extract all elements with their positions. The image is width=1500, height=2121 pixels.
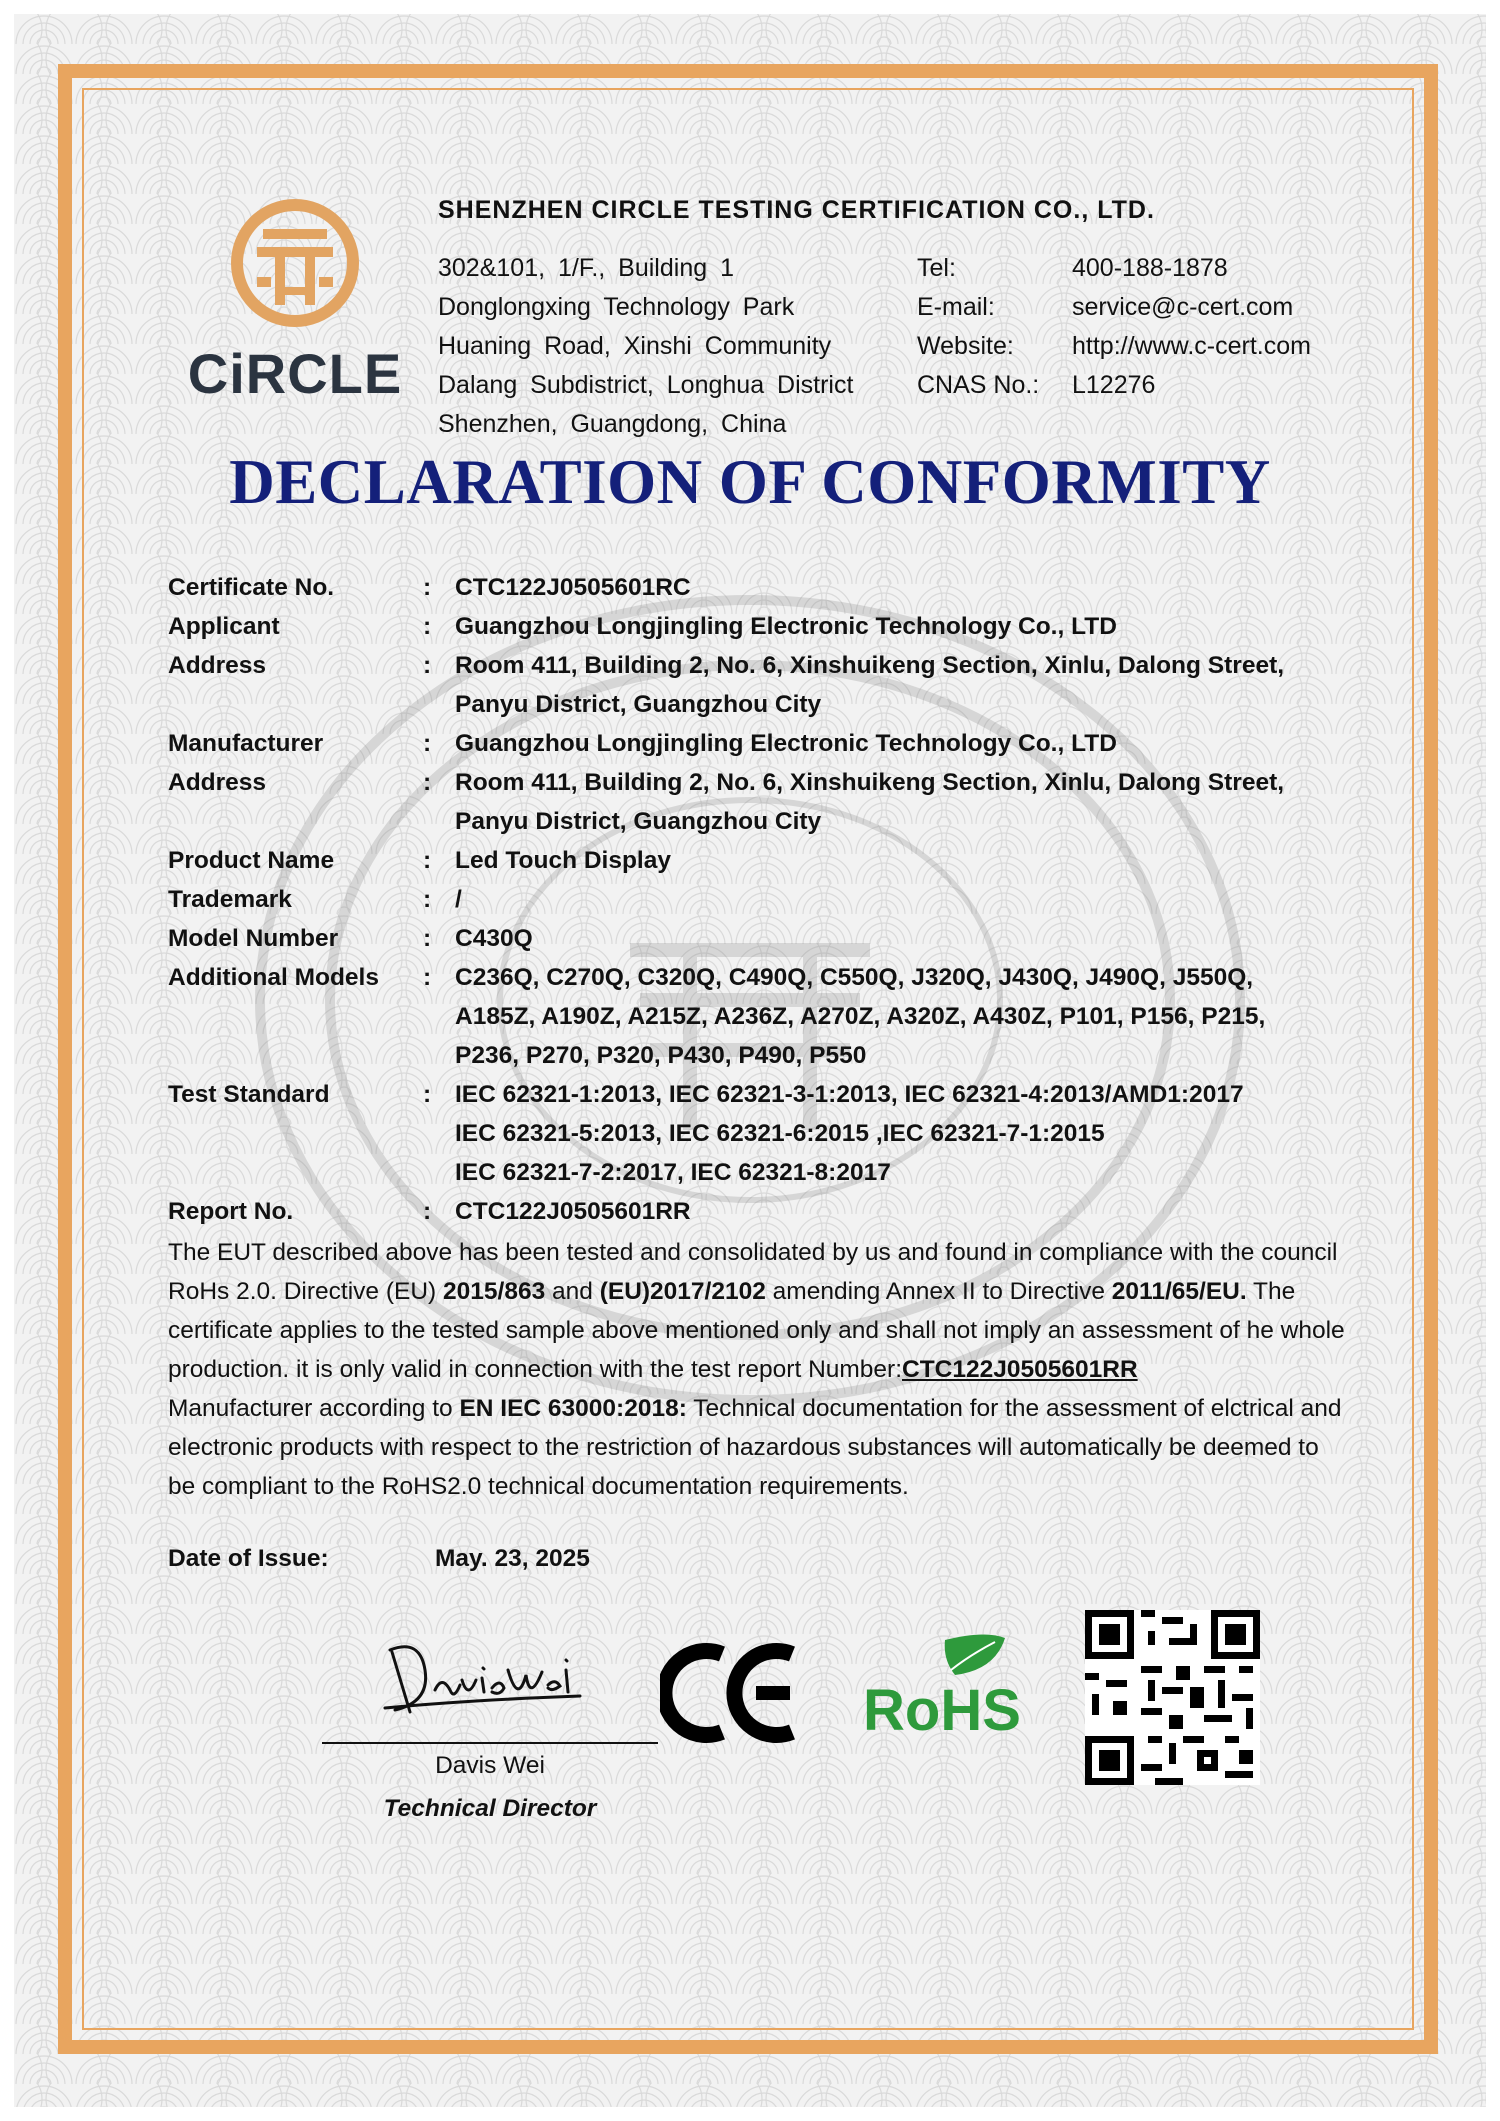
signer-title: Technical Director	[383, 1795, 597, 1822]
contact-tel	[917, 249, 1311, 288]
field-colon: :	[423, 769, 432, 796]
field-row	[168, 607, 1348, 646]
field-value	[455, 919, 1348, 958]
signature-line	[322, 1742, 658, 1744]
field-value-line: Guangzhou Longjingling Electronic Technology Co., LTD	[455, 730, 1117, 757]
field-value-line: Panyu District, Guangzhou City	[455, 808, 822, 835]
address-line: Shenzhen, Guangdong, China	[438, 410, 787, 438]
field-label: Model Number	[168, 925, 339, 952]
field-value	[455, 1075, 1348, 1192]
report-number-link: CTC122J0505601RR	[902, 1356, 1138, 1383]
contact-email	[917, 288, 1311, 327]
field-value	[455, 880, 1348, 919]
field-value-line: IEC 62321-1:2013, IEC 62321-3-1:2013, IEC 62321-4:2013/AMD1:2017	[455, 1081, 1244, 1108]
field-value	[455, 841, 1348, 880]
statement-text: and	[545, 1278, 600, 1305]
date-of-issue	[168, 1545, 590, 1573]
field-value	[455, 763, 1348, 841]
field-value	[455, 1192, 1348, 1231]
statement-text: Manufacturer according to	[168, 1395, 460, 1422]
field-colon: :	[423, 652, 432, 679]
statement-text: The EUT described above has been tested and consolidated by us and found in compliance with the council RoHs 2.0. Directive (EU)	[168, 1239, 1338, 1305]
field-value	[455, 646, 1348, 724]
statement-text: The certificate applies to the tested sample above mentioned only and shall not imply an assessment of he whole production. it is only valid in connection with the test report Number:	[168, 1278, 1345, 1383]
field-value-line: /	[455, 886, 462, 913]
field-value-line: P236, P270, P320, P430, P490, P550	[455, 1042, 867, 1069]
field-row	[168, 1192, 1348, 1231]
field-row	[168, 958, 1348, 1075]
circle-logo	[180, 195, 420, 410]
statement-emphasis: 2011/65/EU.	[1111, 1278, 1247, 1305]
qr-code	[1085, 1610, 1260, 1785]
contact-website	[917, 327, 1311, 366]
field-row	[168, 646, 1348, 724]
statement-text: amending Annex II to Directive	[765, 1278, 1112, 1305]
field-label: Manufacturer	[168, 730, 324, 757]
field-value-line: Led Touch Display	[455, 847, 671, 874]
field-colon: :	[423, 847, 432, 874]
field-value-line: IEC 62321-7-2:2017, IEC 62321-8:2017	[455, 1159, 891, 1186]
contact-value: service@c-cert.com	[1072, 293, 1294, 321]
field-value-line: Room 411, Building 2, No. 6, Xinshuikeng Section, Xinlu, Dalong Street,	[455, 652, 1285, 679]
certificate-fields	[168, 568, 1348, 1231]
field-value-line: CTC122J0505601RC	[455, 574, 691, 601]
date-label: Date of Issue:	[168, 1545, 329, 1572]
rohs-logo	[855, 1630, 1030, 1740]
field-value	[455, 958, 1348, 1075]
field-value-line: A185Z, A190Z, A215Z, A236Z, A270Z, A320Z, A430Z, P101, P156, P215,	[455, 1003, 1266, 1030]
field-row	[168, 880, 1348, 919]
field-row	[168, 568, 1348, 607]
field-row	[168, 919, 1348, 958]
address-line: Dalang Subdistrict, Longhua District	[438, 371, 854, 399]
statement-emphasis: EN IEC 63000:2018:	[459, 1395, 687, 1422]
field-row	[168, 1075, 1348, 1192]
field-label: Trademark	[168, 886, 292, 913]
company-name: SHENZHEN CIRCLE TESTING CERTIFICATION CO., LTD.	[438, 196, 1155, 224]
field-colon: :	[423, 964, 432, 991]
field-label: Address	[168, 769, 267, 796]
field-value-line: IEC 62321-5:2013, IEC 62321-6:2015 ,IEC 62321-7-1:2015	[455, 1120, 1105, 1147]
ce-mark	[660, 1640, 800, 1745]
address-line: 302&101, 1/F., Building 1	[438, 254, 734, 282]
field-label: Report No.	[168, 1198, 294, 1225]
statement-text: Technical documentation for the assessment of elctrical and electronic products with respect to the restriction of hazardous substances will automatically be deemed to be compliant to the RoHS2.0 technical documentation requirements.	[168, 1395, 1342, 1500]
contact-label: CNAS No.:	[917, 371, 1040, 399]
contact-value: L12276	[1072, 371, 1156, 399]
field-value	[455, 568, 1348, 607]
address-line: Donglongxing Technology Park	[438, 293, 795, 321]
contact-cnas	[917, 366, 1311, 405]
field-colon: :	[423, 613, 432, 640]
field-colon: :	[423, 925, 432, 952]
contact-label: E-mail:	[917, 293, 995, 321]
contact-label: Website:	[917, 332, 1014, 360]
signer-name: Davis Wei	[435, 1752, 545, 1779]
field-colon: :	[423, 886, 432, 913]
address-line: Huaning Road, Xinshi Community	[438, 332, 832, 360]
field-value	[455, 724, 1348, 763]
logo-wordmark: CiRCLE	[187, 342, 403, 405]
contact-value: 400-188-1878	[1072, 254, 1228, 282]
company-contacts	[917, 249, 1311, 405]
statement-paragraph-1	[168, 1233, 1348, 1389]
field-row	[168, 841, 1348, 880]
document-title: DECLARATION OF CONFORMITY	[229, 447, 1271, 517]
date-value: May. 23, 2025	[435, 1545, 590, 1572]
statement-emphasis: 2015/863	[443, 1278, 546, 1305]
field-colon: :	[423, 730, 432, 757]
field-value	[455, 607, 1348, 646]
handwritten-signature	[380, 1630, 600, 1720]
field-colon: :	[423, 1198, 432, 1225]
field-colon: :	[423, 1081, 432, 1108]
field-value-line: Panyu District, Guangzhou City	[455, 691, 822, 718]
rohs-text: RoHS	[863, 1678, 1021, 1740]
field-label: Address	[168, 652, 267, 679]
field-colon: :	[423, 574, 432, 601]
field-label: Product Name	[168, 847, 335, 874]
field-value-line: C236Q, C270Q, C320Q, C490Q, C550Q, J320Q, J430Q, J490Q, J550Q,	[455, 964, 1254, 991]
company-address	[438, 249, 853, 444]
field-label: Certificate No.	[168, 574, 335, 601]
field-value-line: Guangzhou Longjingling Electronic Technology Co., LTD	[455, 613, 1117, 640]
field-row	[168, 763, 1348, 841]
contact-value: http://www.c-cert.com	[1072, 332, 1311, 360]
contact-label: Tel:	[917, 254, 956, 282]
compliance-statement	[168, 1233, 1348, 1506]
field-label: Test Standard	[168, 1081, 330, 1108]
field-value-line: C430Q	[455, 925, 533, 952]
field-label: Applicant	[168, 613, 280, 640]
statement-paragraph-2	[168, 1389, 1348, 1506]
field-value-line: CTC122J0505601RR	[455, 1198, 691, 1225]
field-row	[168, 724, 1348, 763]
field-value-line: Room 411, Building 2, No. 6, Xinshuikeng Section, Xinlu, Dalong Street,	[455, 769, 1285, 796]
field-label: Additional Models	[168, 964, 379, 991]
statement-emphasis: (EU)2017/2102	[599, 1278, 766, 1305]
